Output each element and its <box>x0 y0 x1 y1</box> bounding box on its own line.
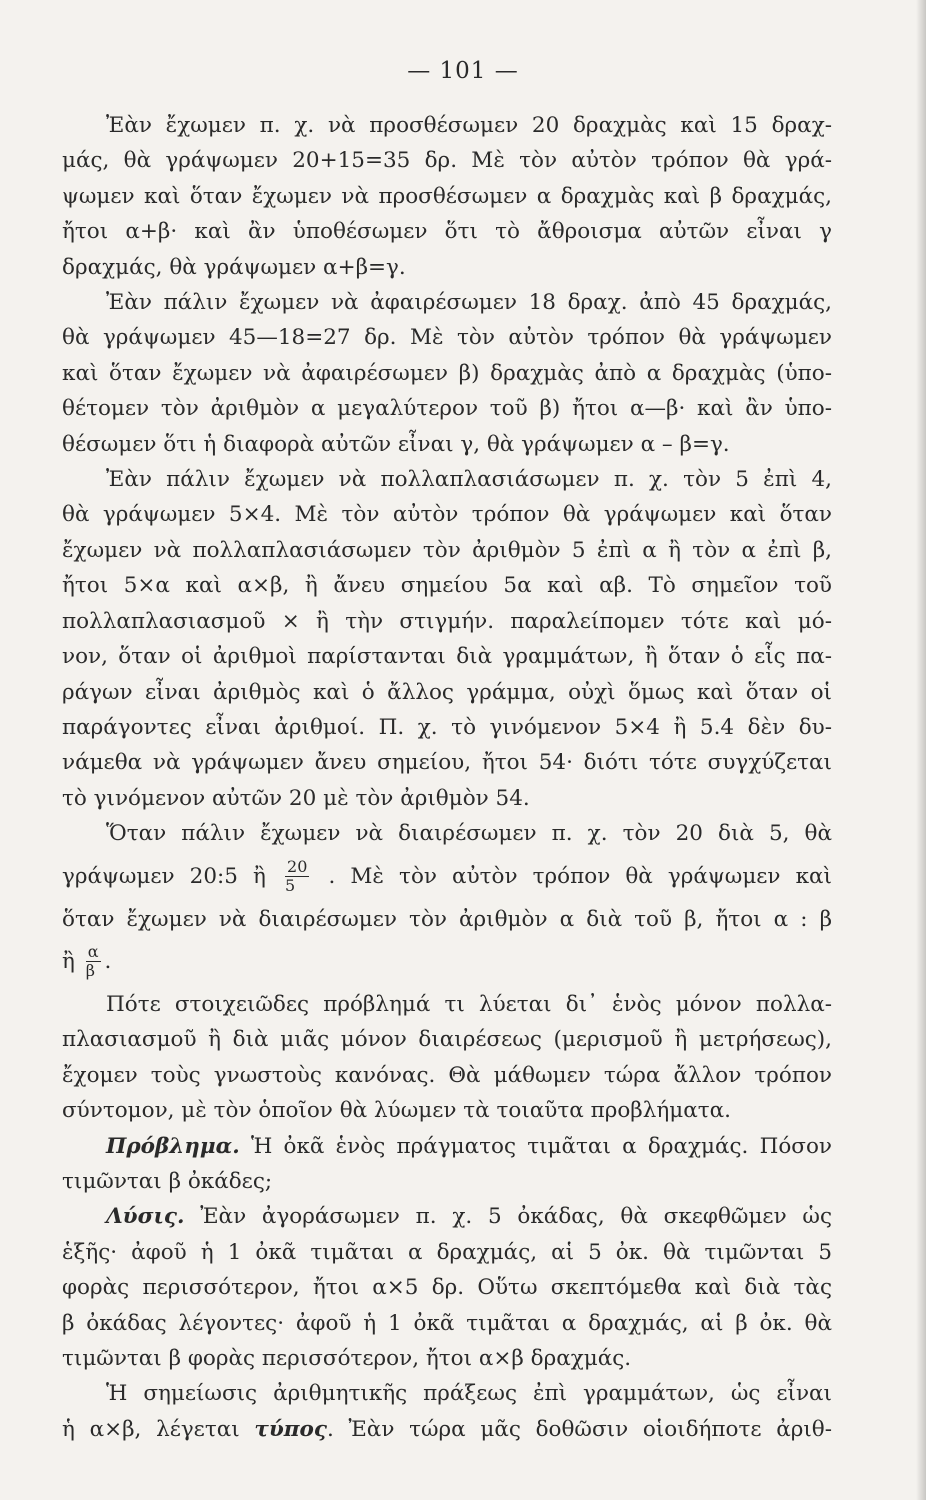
text-line: πολλαπλασιασμοῦ × ἢ τὴν στιγμήν. παραλείπομεν τότε καὶ μό- <box>62 608 832 634</box>
fraction-text-before: ἢ <box>62 948 75 974</box>
problem-line <box>62 1129 832 1164</box>
text-line: δραχμάς, θὰ γράψωμεν α+β=γ. <box>62 254 406 280</box>
text-line: Ὅταν πάλιν ἔχωμεν νὰ διαιρέσωμεν π. χ. τὸν 20 διὰ 5, θὰ <box>106 821 832 847</box>
text-line: ράγων εἶναι ἀριθμὸς καὶ ὁ ἄλλος γράμμα, οὐχὶ ὅμως καὶ ὅταν οἱ <box>62 679 832 705</box>
text-line: Πότε στοιχειῶδες πρόβλημά τι λύεται δι᾽ ἑνὸς μόνον πολλα- <box>106 991 832 1017</box>
text-line: φορὰς περισσότερον, ἤτοι α×5 δρ. Οὕτω σκεπτόμεθα καὶ διὰ τὰς <box>62 1275 832 1301</box>
text-line: Ἐὰν πάλιν ἔχωμεν νὰ πολλαπλασιάσωμεν π. χ. τὸν 5 ἐπὶ 4, <box>106 467 832 493</box>
solution-label: Λύσις. <box>106 1204 185 1230</box>
notation-text-after: . Ἐὰν τώρα μᾶς δοθῶσιν οἱοιδήποτε ἀριθ- <box>326 1416 833 1442</box>
text-line: ἔχωμεν νὰ πολλαπλασιάσωμεν τὸν ἀριθμὸν 5 ἐπὶ α ἢ τὸν α ἐπὶ β, <box>62 537 832 563</box>
text-line: τιμῶνται β ὀκάδες; <box>62 1168 273 1194</box>
text-line: μάς, θὰ γράψωμεν 20+15=35 δρ. Μὲ τὸν αὐτὸν τρόπον θὰ γρά- <box>62 148 832 174</box>
fraction-text-after: . <box>104 948 112 974</box>
page-edge-shadow <box>916 0 926 1500</box>
text-line: ἔχομεν τοὺς γνωστοὺς κανόνας. Θὰ μάθωμεν τώρα ἄλλον τρόπον <box>62 1062 832 1088</box>
notation-term: τύπος <box>254 1416 327 1442</box>
fraction-20-5 <box>285 858 309 895</box>
problem-text: Ἡ ὀκᾶ ἑνὸς πράγματος τιμᾶται α δραχμάς. Πόσον <box>239 1133 832 1159</box>
fraction-a-b <box>86 943 101 980</box>
text-line: τὸ γινόμενον αὐτῶν 20 μὲ τὸν ἀριθμὸν 54. <box>62 785 530 811</box>
text-line: ἤτοι 5×α καὶ α×β, ἢ ἄνευ σημείου 5α καὶ αβ. Τὸ σημεῖον τοῦ <box>62 573 832 599</box>
fraction-numerator: α <box>87 942 99 962</box>
text-line: θὰ γράψωμεν 5×4. Μὲ τὸν αὐτὸν τρόπον θὰ γράψωμεν καὶ ὅταν <box>62 502 832 528</box>
text-line: θέσωμεν ὅτι ἡ διαφορὰ αὐτῶν εἶναι γ, θὰ γράψωμεν α – β=γ. <box>62 431 730 457</box>
problem-label: Πρόβλημα. <box>106 1133 240 1159</box>
text-line: θὰ γράψωμεν 45—18=27 δρ. Μὲ τὸν αὐτὸν τρόπον θὰ γράψωμεν <box>62 325 832 351</box>
fraction-numerator: 20 <box>287 857 308 877</box>
text-line: Ἐὰν ἔχωμεν π. χ. νὰ προσθέσωμεν 20 δραχμὰς καὶ 15 δραχ- <box>106 113 832 138</box>
page-body <box>62 108 832 1447</box>
fraction-line <box>62 937 832 987</box>
text-line: ἑξῆς· ἀφοῦ ἡ 1 ὀκᾶ τιμᾶται α δραχμάς, αἱ 5 ὀκ. θὰ τιμῶνται 5 <box>62 1239 832 1265</box>
text-line: τιμῶνται β φορὰς περισσότερον, ἤτοι α×β δραχμάς. <box>62 1346 632 1371</box>
text-line: πλασιασμοῦ ἢ διὰ μιᾶς μόνον διαιρέσεως (μερισμοῦ ἢ μετρήσεως), <box>62 1027 832 1053</box>
text-line: θέτομεν τὸν ἀριθμὸν α μεγαλύτερον τοῦ β) ἤτοι α—β· καὶ ἂν ὑπο- <box>62 396 832 422</box>
fraction-denominator: β <box>85 961 95 981</box>
text-line: ψωμεν καὶ ὅταν ἔχωμεν νὰ προσθέσωμεν α δραχμὰς καὶ β δραχμάς, <box>62 183 832 209</box>
division-line <box>62 852 832 902</box>
page-number: — 101 — <box>407 58 519 84</box>
division-text-after: . Μὲ τὸν αὐτὸν τρόπον θὰ γράψωμεν καὶ <box>328 863 832 889</box>
solution-line <box>62 1199 832 1234</box>
text-line: νον, ὅταν οἱ ἀριθμοὶ παρίστανται διὰ γραμμάτων, ἢ ὅταν ὁ εἷς πα- <box>62 644 832 670</box>
text-line: ὅταν ἔχωμεν νὰ διαιρέσωμεν τὸν ἀριθμὸν α διὰ τοῦ β, ἤτοι α : β <box>62 906 832 932</box>
text-line: σύντομον, μὲ τὸν ὁποῖον θὰ λύωμεν τὰ τοιαῦτα προβλήματα. <box>62 1098 731 1124</box>
division-text-before: γράψωμεν 20:5 ἢ <box>62 863 266 889</box>
notation-line <box>62 1412 832 1447</box>
notation-text-before: ἡ α×β, λέγεται <box>62 1416 255 1442</box>
text-line: καὶ ὅταν ἔχωμεν νὰ ἀφαιρέσωμεν β) δραχμὰς ἀπὸ α δραχμὰς (ὑπο- <box>62 360 832 386</box>
solution-text: Ἐὰν ἀγοράσωμεν π. χ. 5 ὀκάδας, θὰ σκεφθῶμεν ὡς <box>184 1204 832 1230</box>
text-line: Ἡ σημείωσις ἀριθμητικῆς πράξεως ἐπὶ γραμμάτων, ὡς εἶναι <box>106 1381 832 1407</box>
text-line: Ἐὰν πάλιν ἔχωμεν νὰ ἀφαιρέσωμεν 18 δραχ. ἀπὸ 45 δραχμάς, <box>106 290 832 316</box>
text-line: β ὀκάδας λέγοντες· ἀφοῦ ἡ 1 ὀκᾶ τιμᾶται α δραχμάς, αἱ β ὀκ. θὰ <box>62 1310 832 1336</box>
text-line: νάμεθα νὰ γράψωμεν ἄνευ σημείου, ἤτοι 54· διότι τότε συγχύζεται <box>62 750 832 776</box>
fraction-denominator: 5 <box>285 876 296 896</box>
text-line: ἤτοι α+β· καὶ ἂν ὑποθέσωμεν ὅτι τὸ ἄθροισμα αὐτῶν εἶναι γ <box>62 219 832 245</box>
text-line: παράγοντες εἶναι ἀριθμοί. Π. χ. τὸ γινόμενον 5×4 ἢ 5.4 δὲν δυ- <box>62 714 832 740</box>
